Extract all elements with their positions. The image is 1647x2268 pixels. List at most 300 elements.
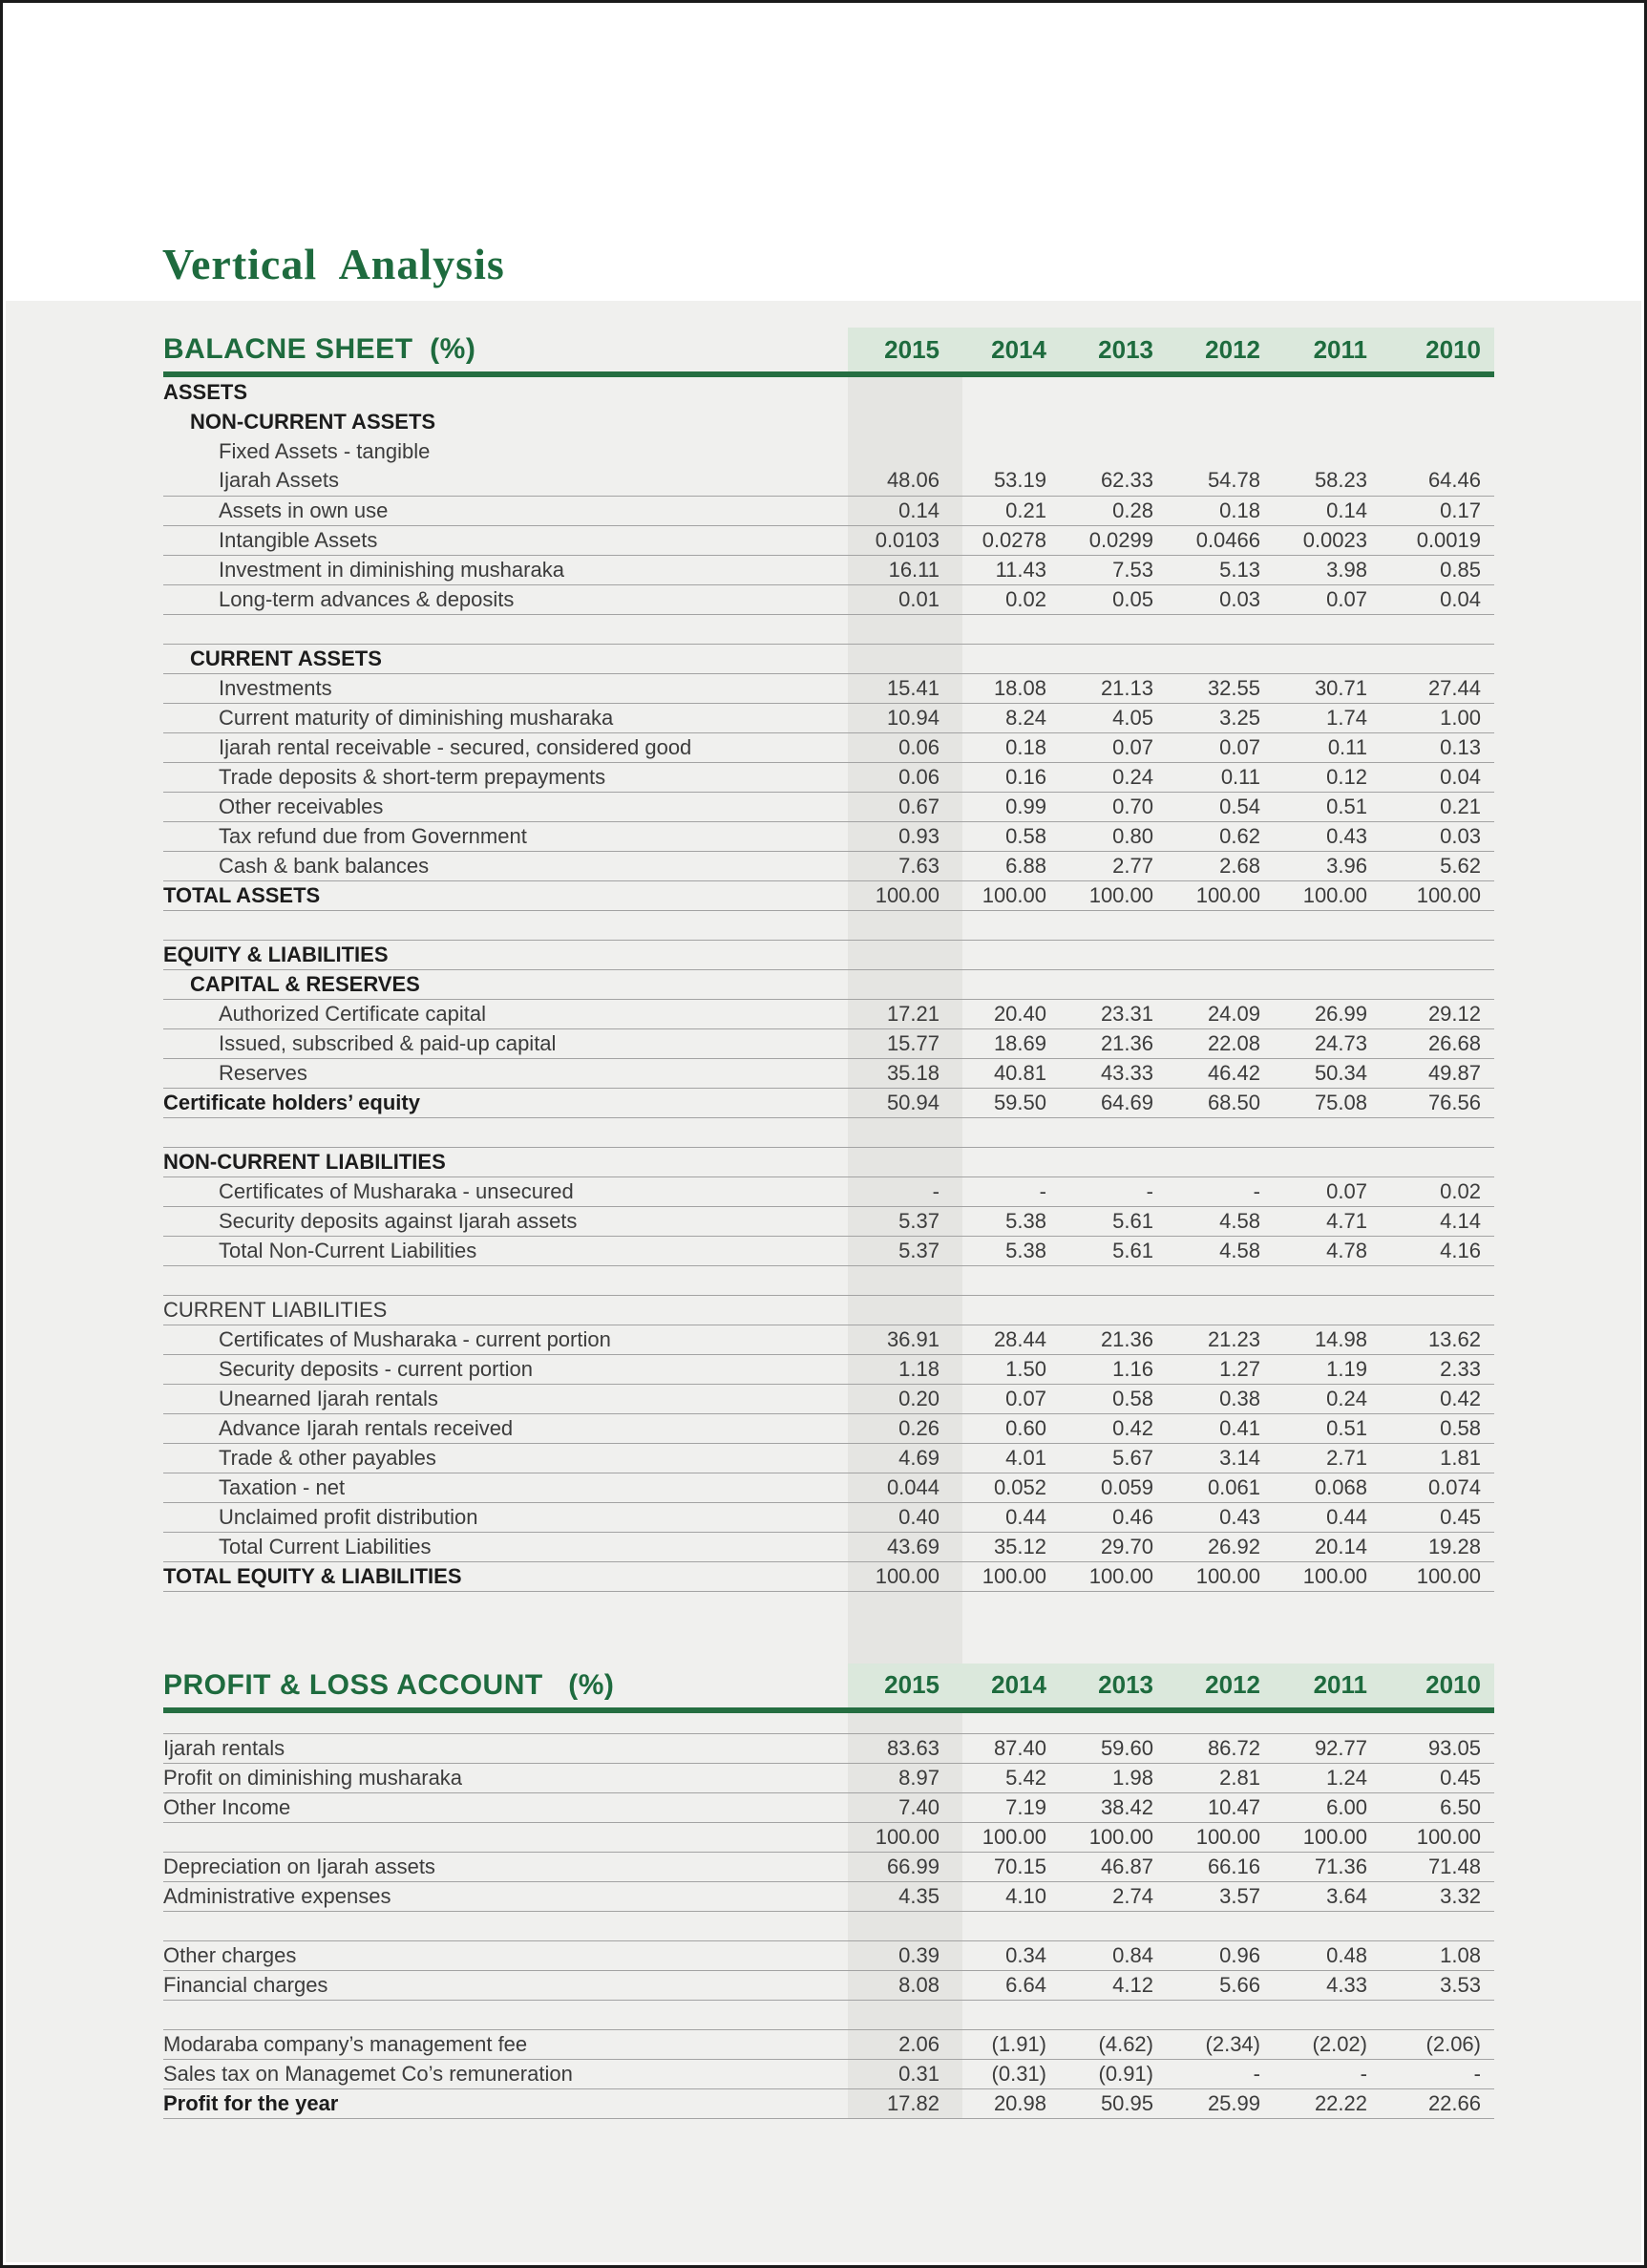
- row-label: Ijarah Assets: [163, 466, 848, 496]
- row-value: -: [1283, 2060, 1390, 2089]
- row-value: [1390, 1713, 1494, 1734]
- table-row: [163, 851, 1494, 880]
- row-label: Administrative expenses: [163, 1882, 848, 1912]
- row-label: Other receivables: [163, 792, 848, 821]
- row-value: 28.44: [962, 1325, 1069, 1354]
- row-value: 46.87: [1069, 1853, 1176, 1882]
- row-value: 1.16: [1069, 1354, 1176, 1384]
- row-value: 14.98: [1283, 1325, 1390, 1354]
- row-value: [1390, 1147, 1494, 1176]
- row-label: Profit for the year: [163, 2089, 848, 2119]
- year-label: 2013: [1098, 334, 1153, 364]
- row-value: 21.36: [1069, 1028, 1176, 1058]
- row-value: 87.40: [962, 1734, 1069, 1764]
- row-label: Cash & bank balances: [163, 851, 848, 880]
- row-value: [848, 940, 962, 969]
- row-value: 0.0019: [1390, 525, 1494, 555]
- row-value: [1283, 969, 1390, 999]
- row-value: 26.99: [1283, 999, 1390, 1028]
- row-value: 5.38: [962, 1206, 1069, 1236]
- row-value: 0.54: [1176, 792, 1283, 821]
- row-value: [1176, 644, 1283, 673]
- row-value: 0.45: [1390, 1764, 1494, 1793]
- row-value: [1390, 377, 1494, 407]
- row-value: 4.35: [848, 1882, 962, 1912]
- row-value: 4.05: [1069, 703, 1176, 732]
- row-label: CURRENT LIABILITIES: [163, 1295, 848, 1325]
- row-value: 100.00: [1069, 880, 1176, 910]
- year-label: 2014: [991, 1670, 1046, 1699]
- row-label: CAPITAL & RESERVES: [163, 969, 848, 999]
- row-value: 0.93: [848, 821, 962, 851]
- row-value: 35.12: [962, 1532, 1069, 1561]
- row-value: 43.69: [848, 1532, 962, 1561]
- row-value: 48.06: [848, 466, 962, 496]
- row-value: 100.00: [1283, 1561, 1390, 1591]
- table-row: [163, 940, 1494, 969]
- row-value: 22.66: [1390, 2089, 1494, 2119]
- row-value: 2.81: [1176, 1764, 1283, 1793]
- row-label: Total Current Liabilities: [163, 1532, 848, 1561]
- row-value: 0.34: [962, 1941, 1069, 1971]
- row-value: 0.12: [1283, 762, 1390, 792]
- row-label: Intangible Assets: [163, 525, 848, 555]
- table-row: [163, 1147, 1494, 1176]
- table-row: [163, 1764, 1494, 1793]
- row-value: 0.061: [1176, 1473, 1283, 1502]
- table-row: [163, 762, 1494, 792]
- spacer-row: [163, 614, 1494, 644]
- row-value: 0.58: [1069, 1384, 1176, 1413]
- row-value: 3.64: [1283, 1882, 1390, 1912]
- table-row: [163, 1561, 1494, 1591]
- row-value: [962, 1147, 1069, 1176]
- row-value: -: [962, 1176, 1069, 1206]
- row-value: [848, 1265, 962, 1295]
- row-value: 59.60: [1069, 1734, 1176, 1764]
- row-value: [1390, 2001, 1494, 2030]
- table-row: [163, 1206, 1494, 1236]
- row-value: [962, 614, 1069, 644]
- table-row: [163, 555, 1494, 584]
- row-value: 0.41: [1176, 1413, 1283, 1443]
- row-value: 21.23: [1176, 1325, 1283, 1354]
- row-label: Security deposits against Ijarah assets: [163, 1206, 848, 1236]
- spacer-row: [163, 1117, 1494, 1147]
- row-value: 0.51: [1283, 792, 1390, 821]
- row-value: 0.46: [1069, 1502, 1176, 1532]
- row-value: 20.98: [962, 2089, 1069, 2119]
- row-value: [1176, 1295, 1283, 1325]
- row-value: 0.01: [848, 584, 962, 614]
- row-value: 0.44: [962, 1502, 1069, 1532]
- table-row: [163, 1941, 1494, 1971]
- row-value: 22.22: [1283, 2089, 1390, 2119]
- row-value: 75.08: [1283, 1088, 1390, 1117]
- row-value: 100.00: [1176, 1561, 1283, 1591]
- row-label: Investments: [163, 673, 848, 703]
- row-value: [848, 1912, 962, 1941]
- row-value: 0.07: [1069, 732, 1176, 762]
- row-value: 0.0103: [848, 525, 962, 555]
- row-value: 0.11: [1176, 762, 1283, 792]
- row-label: Trade deposits & short-term prepayments: [163, 762, 848, 792]
- row-value: 18.08: [962, 673, 1069, 703]
- year-label: 2011: [1313, 1670, 1367, 1699]
- row-label: Depreciation on Ijarah assets: [163, 1853, 848, 1882]
- row-value: 76.56: [1390, 1088, 1494, 1117]
- row-value: 4.78: [1283, 1236, 1390, 1265]
- row-value: [1176, 1147, 1283, 1176]
- row-value: 4.69: [848, 1443, 962, 1473]
- row-value: [962, 436, 1069, 466]
- row-value: [1283, 1295, 1390, 1325]
- row-value: 8.97: [848, 1764, 962, 1793]
- row-value: [1390, 969, 1494, 999]
- row-value: 20.40: [962, 999, 1069, 1028]
- row-value: 5.61: [1069, 1206, 1176, 1236]
- row-value: 0.99: [962, 792, 1069, 821]
- row-value: 5.62: [1390, 851, 1494, 880]
- row-value: 58.23: [1283, 466, 1390, 496]
- table-row: [163, 1354, 1494, 1384]
- year-label: 2015: [884, 1670, 940, 1699]
- row-value: 3.32: [1390, 1882, 1494, 1912]
- row-value: 0.26: [848, 1413, 962, 1443]
- table-row: [163, 496, 1494, 525]
- row-value: 50.95: [1069, 2089, 1176, 2119]
- row-value: 10.47: [1176, 1793, 1283, 1823]
- row-value: 2.33: [1390, 1354, 1494, 1384]
- row-value: [1176, 436, 1283, 466]
- row-value: 1.19: [1283, 1354, 1390, 1384]
- row-value: [1069, 969, 1176, 999]
- row-value: [1283, 910, 1390, 940]
- row-value: 15.41: [848, 673, 962, 703]
- row-value: 0.58: [962, 821, 1069, 851]
- row-value: 100.00: [1069, 1561, 1176, 1591]
- row-value: 3.25: [1176, 703, 1283, 732]
- row-value: -: [848, 1176, 962, 1206]
- row-value: 2.77: [1069, 851, 1176, 880]
- row-value: [1069, 2001, 1176, 2030]
- balance-sheet-header: [163, 328, 1494, 377]
- row-value: 24.09: [1176, 999, 1283, 1028]
- row-value: 0.44: [1283, 1502, 1390, 1532]
- row-value: 36.91: [848, 1325, 962, 1354]
- row-value: 25.99: [1176, 2089, 1283, 2119]
- row-label: Fixed Assets - tangible: [219, 438, 431, 463]
- table-row: [163, 436, 1494, 466]
- row-value: [848, 614, 962, 644]
- row-value: 0.13: [1390, 732, 1494, 762]
- row-value: [1176, 377, 1283, 407]
- table-row: [163, 1502, 1494, 1532]
- row-value: 100.00: [848, 880, 962, 910]
- table-row: [163, 1734, 1494, 1764]
- row-label: Taxation - net: [163, 1473, 848, 1502]
- row-value: [1176, 407, 1283, 436]
- row-value: (4.62): [1069, 2030, 1176, 2060]
- profit-loss-table: [163, 1713, 1494, 2120]
- table-row: [163, 407, 1494, 436]
- row-value: 5.42: [962, 1764, 1069, 1793]
- row-value: [1390, 1265, 1494, 1295]
- row-value: 3.98: [1283, 555, 1390, 584]
- row-value: 6.64: [962, 1971, 1069, 2001]
- row-value: 40.81: [962, 1058, 1069, 1088]
- row-value: 0.06: [848, 762, 962, 792]
- row-label: [163, 1823, 848, 1853]
- row-value: 7.19: [962, 1793, 1069, 1823]
- row-value: 43.33: [1069, 1058, 1176, 1088]
- row-value: 100.00: [1390, 1823, 1494, 1853]
- profit-loss-header: [163, 1664, 1494, 1713]
- row-label: Authorized Certificate capital: [163, 999, 848, 1028]
- row-value: [1283, 644, 1390, 673]
- row-value: 4.14: [1390, 1206, 1494, 1236]
- row-value: [1069, 1147, 1176, 1176]
- row-value: [1283, 1117, 1390, 1147]
- year-label: 2010: [1425, 1670, 1481, 1699]
- year-label: 2012: [1205, 1670, 1260, 1699]
- row-value: [1283, 1265, 1390, 1295]
- row-value: [1283, 1713, 1390, 1734]
- row-value: 0.70: [1069, 792, 1176, 821]
- table-row: [163, 673, 1494, 703]
- row-value: [1069, 644, 1176, 673]
- row-value: [1390, 940, 1494, 969]
- balance-sheet-section: [163, 328, 1494, 1592]
- row-value: 3.57: [1176, 1882, 1283, 1912]
- row-value: 21.13: [1069, 673, 1176, 703]
- row-value: [848, 1713, 962, 1734]
- spacer-row: [163, 1912, 1494, 1941]
- row-value: 0.84: [1069, 1941, 1176, 1971]
- row-value: 0.31: [848, 2060, 962, 2089]
- profit-loss-title: PROFIT & LOSS ACCOUNT (%): [163, 1668, 615, 1701]
- table-row: [163, 1532, 1494, 1561]
- table-row: [163, 2030, 1494, 2060]
- row-value: 0.074: [1390, 1473, 1494, 1502]
- table-row: [163, 792, 1494, 821]
- row-value: 4.71: [1283, 1206, 1390, 1236]
- row-label: Modaraba company’s management fee: [163, 2030, 848, 2060]
- row-value: 15.77: [848, 1028, 962, 1058]
- table-row: [163, 1088, 1494, 1117]
- profit-loss-year-row: [848, 1664, 1494, 1707]
- table-row: [163, 1236, 1494, 1265]
- row-value: 7.63: [848, 851, 962, 880]
- row-value: 0.07: [1283, 584, 1390, 614]
- row-value: 0.0278: [962, 525, 1069, 555]
- row-label: [163, 1912, 848, 1941]
- row-value: 1.27: [1176, 1354, 1283, 1384]
- row-value: 0.068: [1283, 1473, 1390, 1502]
- row-value: [848, 377, 962, 407]
- row-value: [1176, 2001, 1283, 2030]
- row-value: 50.94: [848, 1088, 962, 1117]
- row-value: [1390, 1912, 1494, 1941]
- row-value: [1176, 969, 1283, 999]
- table-row: [163, 2060, 1494, 2089]
- row-value: [1176, 1265, 1283, 1295]
- row-value: 86.72: [1176, 1734, 1283, 1764]
- year-label: 2015: [884, 334, 940, 364]
- row-value: (0.91): [1069, 2060, 1176, 2089]
- row-value: 68.50: [1176, 1088, 1283, 1117]
- row-value: (2.06): [1390, 2030, 1494, 2060]
- row-label: Assets in own use: [163, 496, 848, 525]
- row-value: 23.31: [1069, 999, 1176, 1028]
- row-value: 66.16: [1176, 1853, 1283, 1882]
- row-value: [1176, 940, 1283, 969]
- row-label: Advance Ijarah rentals received: [163, 1413, 848, 1443]
- row-value: 0.06: [848, 732, 962, 762]
- row-value: 8.24: [962, 703, 1069, 732]
- row-value: 3.53: [1390, 1971, 1494, 2001]
- row-value: 100.00: [962, 1823, 1069, 1853]
- row-value: [1390, 407, 1494, 436]
- row-value: 0.05: [1069, 584, 1176, 614]
- row-value: -: [1390, 2060, 1494, 2089]
- row-value: 0.04: [1390, 584, 1494, 614]
- table-row: [163, 1882, 1494, 1912]
- table-row: [163, 1413, 1494, 1443]
- row-value: 38.42: [1069, 1793, 1176, 1823]
- row-value: 0.02: [962, 584, 1069, 614]
- row-value: 6.50: [1390, 1793, 1494, 1823]
- row-value: (1.91): [962, 2030, 1069, 2060]
- spacer-row: [163, 910, 1494, 940]
- row-value: 0.07: [1283, 1176, 1390, 1206]
- row-value: 24.73: [1283, 1028, 1390, 1058]
- row-value: 26.92: [1176, 1532, 1283, 1561]
- spacer-row: [163, 2001, 1494, 2030]
- row-value: 1.81: [1390, 1443, 1494, 1473]
- row-value: 71.36: [1283, 1853, 1390, 1882]
- row-value: 0.42: [1069, 1413, 1176, 1443]
- row-value: [1283, 407, 1390, 436]
- row-value: 5.13: [1176, 555, 1283, 584]
- table-row: [163, 466, 1494, 496]
- balance-sheet-year-row: [848, 328, 1494, 371]
- spacer-row: [163, 1265, 1494, 1295]
- row-value: 0.16: [962, 762, 1069, 792]
- table-row: [163, 703, 1494, 732]
- row-value: 59.50: [962, 1088, 1069, 1117]
- row-value: [1390, 1295, 1494, 1325]
- row-label: TOTAL EQUITY & LIABILITIES: [163, 1561, 848, 1591]
- row-value: [1283, 1147, 1390, 1176]
- row-value: 1.50: [962, 1354, 1069, 1384]
- row-value: 2.74: [1069, 1882, 1176, 1912]
- row-value: 7.53: [1069, 555, 1176, 584]
- row-label: [163, 2001, 848, 2030]
- row-value: 20.14: [1283, 1532, 1390, 1561]
- row-label: Unearned Ijarah rentals: [163, 1384, 848, 1413]
- row-label: Reserves: [163, 1058, 848, 1088]
- row-value: 0.96: [1176, 1941, 1283, 1971]
- row-value: [962, 940, 1069, 969]
- row-value: 1.00: [1390, 703, 1494, 732]
- row-value: 83.63: [848, 1734, 962, 1764]
- row-value: 27.44: [1390, 673, 1494, 703]
- row-label: Ijarah rentals: [163, 1734, 848, 1764]
- row-value: 17.21: [848, 999, 962, 1028]
- spacer-row: [163, 1713, 1494, 1734]
- row-value: 1.74: [1283, 703, 1390, 732]
- row-value: 0.07: [1176, 732, 1283, 762]
- row-value: 5.66: [1176, 1971, 1283, 2001]
- balance-sheet-table: [163, 377, 1494, 1592]
- row-label: [163, 1713, 848, 1734]
- row-value: 7.40: [848, 1793, 962, 1823]
- row-value: 0.07: [962, 1384, 1069, 1413]
- row-label: Financial charges: [163, 1971, 848, 2001]
- row-value: [962, 910, 1069, 940]
- row-label: EQUITY & LIABILITIES: [163, 940, 848, 969]
- table-row: [163, 1176, 1494, 1206]
- row-value: [962, 1295, 1069, 1325]
- row-label: Issued, subscribed & paid-up capital: [163, 1028, 848, 1058]
- row-value: 64.46: [1390, 466, 1494, 496]
- row-value: 0.43: [1176, 1502, 1283, 1532]
- row-value: [1069, 1265, 1176, 1295]
- row-label: Other charges: [163, 1941, 848, 1971]
- row-label: Trade & other payables: [163, 1443, 848, 1473]
- row-value: 0.60: [962, 1413, 1069, 1443]
- row-value: 66.99: [848, 1853, 962, 1882]
- row-value: [1283, 940, 1390, 969]
- row-value: 93.05: [1390, 1734, 1494, 1764]
- row-value: 10.94: [848, 703, 962, 732]
- row-value: 53.19: [962, 466, 1069, 496]
- row-value: 0.40: [848, 1502, 962, 1532]
- row-value: 3.14: [1176, 1443, 1283, 1473]
- row-value: 100.00: [962, 880, 1069, 910]
- row-value: 29.12: [1390, 999, 1494, 1028]
- row-value: 54.78: [1176, 466, 1283, 496]
- row-value: 5.37: [848, 1206, 962, 1236]
- row-value: [1069, 910, 1176, 940]
- row-value: 0.04: [1390, 762, 1494, 792]
- row-value: 100.00: [1283, 1823, 1390, 1853]
- row-value: -: [1176, 1176, 1283, 1206]
- row-value: 4.58: [1176, 1236, 1283, 1265]
- row-value: 0.059: [1069, 1473, 1176, 1502]
- row-value: [962, 969, 1069, 999]
- row-value: [1283, 2001, 1390, 2030]
- row-value: 100.00: [1176, 1823, 1283, 1853]
- row-value: [848, 910, 962, 940]
- row-value: [1069, 1295, 1176, 1325]
- row-value: 70.15: [962, 1853, 1069, 1882]
- row-value: [962, 1265, 1069, 1295]
- row-label: [163, 1117, 848, 1147]
- row-value: 2.06: [848, 2030, 962, 2060]
- row-value: 64.69: [1069, 1088, 1176, 1117]
- row-value: 0.03: [1176, 584, 1283, 614]
- table-row: [163, 732, 1494, 762]
- row-label: CURRENT ASSETS: [163, 644, 848, 673]
- row-value: [1390, 644, 1494, 673]
- row-value: 0.85: [1390, 555, 1494, 584]
- row-value: 2.68: [1176, 851, 1283, 880]
- row-value: 1.18: [848, 1354, 962, 1384]
- row-value: [848, 2001, 962, 2030]
- table-row: [163, 1443, 1494, 1473]
